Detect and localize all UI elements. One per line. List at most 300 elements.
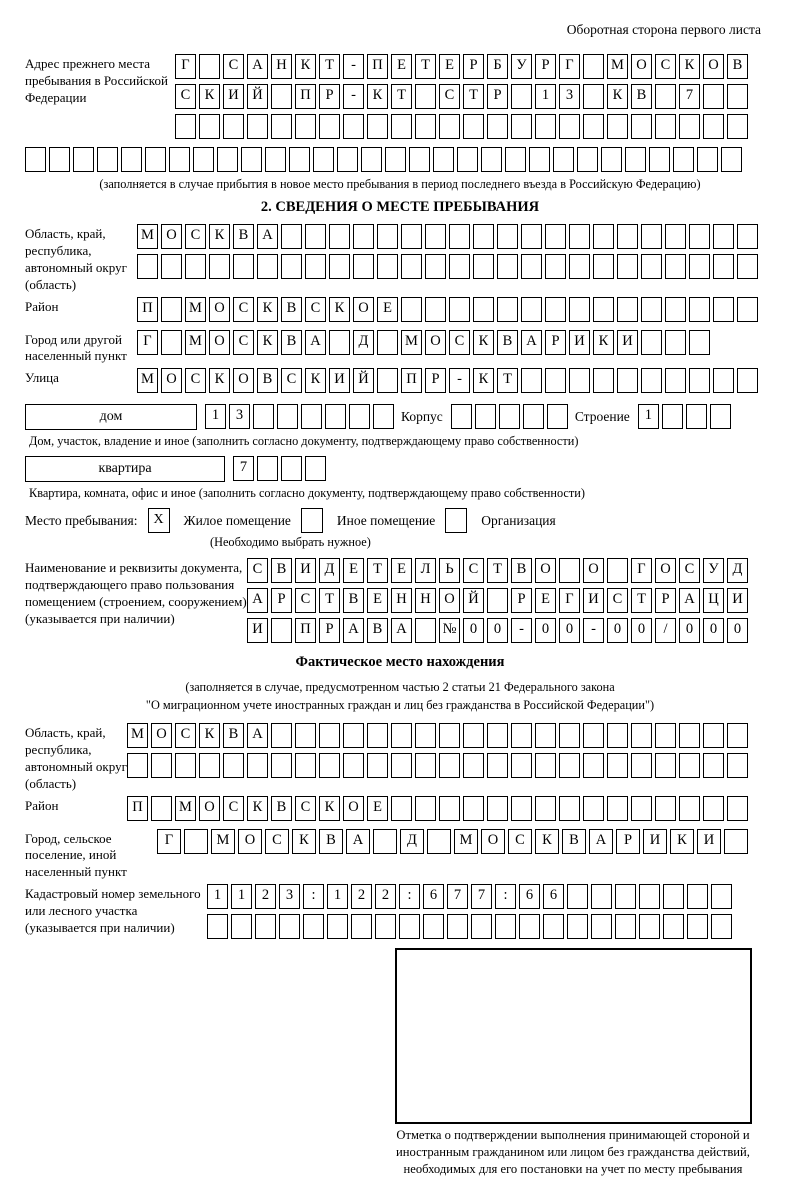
prev-address-row-1[interactable]: [175, 54, 751, 80]
char-cell[interactable]: [199, 753, 220, 778]
char-cell[interactable]: П: [401, 368, 422, 393]
char-cell[interactable]: И: [295, 558, 316, 583]
char-cell[interactable]: В: [281, 297, 302, 322]
char-cell[interactable]: [511, 796, 532, 821]
char-cell[interactable]: Г: [157, 829, 181, 854]
char-cell[interactable]: [487, 114, 508, 139]
char-cell[interactable]: 7: [233, 456, 254, 481]
char-cell[interactable]: [473, 297, 494, 322]
checkbox-organization[interactable]: [445, 508, 467, 533]
char-cell[interactable]: Е: [439, 54, 460, 79]
char-cell[interactable]: А: [391, 618, 412, 643]
char-cell[interactable]: [487, 588, 508, 613]
char-cell[interactable]: [305, 254, 326, 279]
char-cell[interactable]: А: [343, 618, 364, 643]
char-cell[interactable]: Д: [400, 829, 424, 854]
char-cell[interactable]: К: [535, 829, 559, 854]
ownership-document-row-1[interactable]: [247, 558, 751, 584]
char-cell[interactable]: Н: [415, 588, 436, 613]
char-cell[interactable]: [591, 884, 612, 909]
prev-address-row-4[interactable]: [25, 147, 775, 173]
char-cell[interactable]: [499, 404, 520, 429]
char-cell[interactable]: 7: [447, 884, 468, 909]
char-cell[interactable]: 0: [607, 618, 628, 643]
char-cell[interactable]: [289, 147, 310, 172]
char-cell[interactable]: А: [247, 588, 268, 613]
char-cell[interactable]: [425, 224, 446, 249]
char-cell[interactable]: [449, 297, 470, 322]
char-cell[interactable]: [367, 723, 388, 748]
char-cell[interactable]: [415, 618, 436, 643]
char-cell[interactable]: [401, 254, 422, 279]
char-cell[interactable]: [665, 368, 686, 393]
char-cell[interactable]: [665, 254, 686, 279]
char-cell[interactable]: [631, 753, 652, 778]
char-cell[interactable]: [727, 114, 748, 139]
char-cell[interactable]: Р: [655, 588, 676, 613]
char-cell[interactable]: [473, 254, 494, 279]
char-cell[interactable]: [301, 404, 322, 429]
char-cell[interactable]: Р: [616, 829, 640, 854]
char-cell[interactable]: М: [401, 330, 422, 355]
char-cell[interactable]: [727, 723, 748, 748]
char-cell[interactable]: [439, 796, 460, 821]
char-cell[interactable]: [487, 723, 508, 748]
char-cell[interactable]: С: [185, 224, 206, 249]
char-cell[interactable]: [703, 114, 724, 139]
char-cell[interactable]: С: [305, 297, 326, 322]
char-cell[interactable]: [481, 147, 502, 172]
char-cell[interactable]: [415, 753, 436, 778]
char-cell[interactable]: [607, 723, 628, 748]
char-cell[interactable]: [175, 753, 196, 778]
char-cell[interactable]: К: [209, 368, 230, 393]
char-cell[interactable]: А: [247, 723, 268, 748]
char-cell[interactable]: [207, 914, 228, 939]
char-cell[interactable]: [721, 147, 742, 172]
char-cell[interactable]: 1: [327, 884, 348, 909]
char-cell[interactable]: С: [265, 829, 289, 854]
char-cell[interactable]: :: [495, 884, 516, 909]
char-cell[interactable]: [473, 224, 494, 249]
char-cell[interactable]: [137, 254, 158, 279]
char-cell[interactable]: И: [643, 829, 667, 854]
char-cell[interactable]: [631, 796, 652, 821]
char-cell[interactable]: [559, 723, 580, 748]
char-cell[interactable]: [511, 114, 532, 139]
char-cell[interactable]: О: [481, 829, 505, 854]
checkbox-residential[interactable]: X: [148, 508, 170, 533]
char-cell[interactable]: О: [209, 330, 230, 355]
char-cell[interactable]: Р: [319, 84, 340, 109]
char-cell[interactable]: 2: [351, 884, 372, 909]
char-cell[interactable]: [343, 114, 364, 139]
char-cell[interactable]: [377, 224, 398, 249]
char-cell[interactable]: Р: [545, 330, 566, 355]
char-cell[interactable]: [655, 84, 676, 109]
char-cell[interactable]: С: [175, 84, 196, 109]
char-cell[interactable]: [73, 147, 94, 172]
char-cell[interactable]: -: [449, 368, 470, 393]
char-cell[interactable]: С: [175, 723, 196, 748]
char-cell[interactable]: [253, 404, 274, 429]
char-cell[interactable]: [625, 147, 646, 172]
char-cell[interactable]: [463, 753, 484, 778]
char-cell[interactable]: [121, 147, 142, 172]
char-cell[interactable]: Р: [487, 84, 508, 109]
char-cell[interactable]: 0: [463, 618, 484, 643]
char-cell[interactable]: [449, 254, 470, 279]
char-cell[interactable]: В: [562, 829, 586, 854]
char-cell[interactable]: [401, 224, 422, 249]
char-cell[interactable]: Т: [319, 588, 340, 613]
ownership-document-row-3[interactable]: [247, 618, 751, 644]
char-cell[interactable]: [689, 297, 710, 322]
char-cell[interactable]: С: [223, 796, 244, 821]
char-cell[interactable]: [271, 723, 292, 748]
char-cell[interactable]: С: [655, 54, 676, 79]
char-cell[interactable]: 0: [631, 618, 652, 643]
char-cell[interactable]: [545, 368, 566, 393]
char-cell[interactable]: [497, 254, 518, 279]
char-cell[interactable]: 2: [255, 884, 276, 909]
char-cell[interactable]: Г: [175, 54, 196, 79]
char-cell[interactable]: [25, 147, 46, 172]
char-cell[interactable]: [521, 254, 542, 279]
char-cell[interactable]: [689, 330, 710, 355]
char-cell[interactable]: О: [703, 54, 724, 79]
char-cell[interactable]: Е: [367, 796, 388, 821]
char-cell[interactable]: Г: [631, 558, 652, 583]
char-cell[interactable]: [391, 753, 412, 778]
char-cell[interactable]: [319, 114, 340, 139]
char-cell[interactable]: [617, 224, 638, 249]
house-type-box[interactable]: дом: [25, 404, 197, 430]
char-cell[interactable]: В: [319, 829, 343, 854]
house-number-cells[interactable]: [205, 404, 397, 424]
char-cell[interactable]: [199, 114, 220, 139]
char-cell[interactable]: [451, 404, 472, 429]
char-cell[interactable]: №: [439, 618, 460, 643]
char-cell[interactable]: М: [127, 723, 148, 748]
char-cell[interactable]: [663, 914, 684, 939]
char-cell[interactable]: С: [463, 558, 484, 583]
char-cell[interactable]: [615, 884, 636, 909]
char-cell[interactable]: К: [295, 54, 316, 79]
char-cell[interactable]: [399, 914, 420, 939]
char-cell[interactable]: [279, 914, 300, 939]
char-cell[interactable]: О: [655, 558, 676, 583]
char-cell[interactable]: Б: [487, 54, 508, 79]
char-cell[interactable]: 0: [703, 618, 724, 643]
char-cell[interactable]: [497, 297, 518, 322]
char-cell[interactable]: [545, 224, 566, 249]
char-cell[interactable]: [583, 54, 604, 79]
char-cell[interactable]: К: [319, 796, 340, 821]
char-cell[interactable]: А: [305, 330, 326, 355]
char-cell[interactable]: [391, 796, 412, 821]
char-cell[interactable]: И: [697, 829, 721, 854]
char-cell[interactable]: Д: [727, 558, 748, 583]
char-cell[interactable]: В: [727, 54, 748, 79]
char-cell[interactable]: [601, 147, 622, 172]
char-cell[interactable]: [367, 753, 388, 778]
factual-city-row[interactable]: [157, 829, 751, 855]
char-cell[interactable]: [49, 147, 70, 172]
char-cell[interactable]: В: [343, 588, 364, 613]
char-cell[interactable]: [169, 147, 190, 172]
char-cell[interactable]: М: [607, 54, 628, 79]
char-cell[interactable]: 7: [679, 84, 700, 109]
char-cell[interactable]: [401, 297, 422, 322]
char-cell[interactable]: Р: [463, 54, 484, 79]
char-cell[interactable]: [295, 723, 316, 748]
char-cell[interactable]: В: [223, 723, 244, 748]
char-cell[interactable]: [415, 723, 436, 748]
char-cell[interactable]: Т: [497, 368, 518, 393]
char-cell[interactable]: О: [161, 368, 182, 393]
char-cell[interactable]: К: [209, 224, 230, 249]
char-cell[interactable]: [569, 224, 590, 249]
char-cell[interactable]: С: [185, 368, 206, 393]
char-cell[interactable]: [641, 254, 662, 279]
char-cell[interactable]: [569, 297, 590, 322]
char-cell[interactable]: [375, 914, 396, 939]
char-cell[interactable]: [583, 723, 604, 748]
char-cell[interactable]: О: [199, 796, 220, 821]
char-cell[interactable]: О: [343, 796, 364, 821]
char-cell[interactable]: С: [295, 588, 316, 613]
char-cell[interactable]: [329, 254, 350, 279]
char-cell[interactable]: [319, 723, 340, 748]
char-cell[interactable]: И: [569, 330, 590, 355]
char-cell[interactable]: К: [593, 330, 614, 355]
char-cell[interactable]: :: [303, 884, 324, 909]
char-cell[interactable]: [559, 753, 580, 778]
char-cell[interactable]: [127, 753, 148, 778]
char-cell[interactable]: С: [295, 796, 316, 821]
char-cell[interactable]: [427, 829, 451, 854]
char-cell[interactable]: А: [589, 829, 613, 854]
char-cell[interactable]: [233, 254, 254, 279]
prev-address-row-3[interactable]: [175, 114, 751, 140]
char-cell[interactable]: [689, 224, 710, 249]
char-cell[interactable]: [247, 753, 268, 778]
char-cell[interactable]: [151, 796, 172, 821]
char-cell[interactable]: [724, 829, 748, 854]
char-cell[interactable]: [511, 753, 532, 778]
char-cell[interactable]: [591, 914, 612, 939]
char-cell[interactable]: [319, 753, 340, 778]
char-cell[interactable]: О: [209, 297, 230, 322]
char-cell[interactable]: [97, 147, 118, 172]
char-cell[interactable]: [343, 723, 364, 748]
char-cell[interactable]: К: [247, 796, 268, 821]
char-cell[interactable]: [377, 330, 398, 355]
char-cell[interactable]: П: [295, 84, 316, 109]
char-cell[interactable]: М: [185, 297, 206, 322]
char-cell[interactable]: И: [583, 588, 604, 613]
char-cell[interactable]: [727, 84, 748, 109]
char-cell[interactable]: [607, 114, 628, 139]
char-cell[interactable]: [521, 368, 542, 393]
char-cell[interactable]: [583, 114, 604, 139]
char-cell[interactable]: [631, 114, 652, 139]
char-cell[interactable]: [511, 723, 532, 748]
char-cell[interactable]: [713, 224, 734, 249]
char-cell[interactable]: [463, 723, 484, 748]
char-cell[interactable]: [593, 368, 614, 393]
char-cell[interactable]: К: [473, 368, 494, 393]
char-cell[interactable]: [327, 914, 348, 939]
char-cell[interactable]: [271, 84, 292, 109]
char-cell[interactable]: [415, 114, 436, 139]
stroenie-cells[interactable]: [638, 404, 734, 424]
char-cell[interactable]: [425, 254, 446, 279]
char-cell[interactable]: [535, 114, 556, 139]
char-cell[interactable]: Р: [271, 588, 292, 613]
char-cell[interactable]: Т: [367, 558, 388, 583]
char-cell[interactable]: /: [655, 618, 676, 643]
char-cell[interactable]: [231, 914, 252, 939]
char-cell[interactable]: У: [703, 558, 724, 583]
char-cell[interactable]: О: [353, 297, 374, 322]
char-cell[interactable]: [679, 753, 700, 778]
char-cell[interactable]: Т: [487, 558, 508, 583]
char-cell[interactable]: М: [454, 829, 478, 854]
factual-region-row-1[interactable]: [127, 723, 751, 749]
char-cell[interactable]: О: [583, 558, 604, 583]
char-cell[interactable]: [303, 914, 324, 939]
char-cell[interactable]: О: [631, 54, 652, 79]
char-cell[interactable]: [737, 254, 758, 279]
char-cell[interactable]: 0: [487, 618, 508, 643]
char-cell[interactable]: [567, 884, 588, 909]
factual-district-row[interactable]: [127, 796, 751, 822]
char-cell[interactable]: [463, 796, 484, 821]
char-cell[interactable]: М: [211, 829, 235, 854]
char-cell[interactable]: [184, 829, 208, 854]
char-cell[interactable]: [649, 147, 670, 172]
char-cell[interactable]: [223, 753, 244, 778]
char-cell[interactable]: В: [281, 330, 302, 355]
char-cell[interactable]: [727, 753, 748, 778]
char-cell[interactable]: [449, 224, 470, 249]
char-cell[interactable]: [703, 753, 724, 778]
char-cell[interactable]: 3: [279, 884, 300, 909]
char-cell[interactable]: -: [511, 618, 532, 643]
char-cell[interactable]: [703, 723, 724, 748]
char-cell[interactable]: [367, 114, 388, 139]
char-cell[interactable]: [559, 558, 580, 583]
char-cell[interactable]: [257, 254, 278, 279]
char-cell[interactable]: [415, 84, 436, 109]
char-cell[interactable]: [617, 297, 638, 322]
char-cell[interactable]: 1: [535, 84, 556, 109]
char-cell[interactable]: [535, 796, 556, 821]
char-cell[interactable]: [217, 147, 238, 172]
char-cell[interactable]: И: [727, 588, 748, 613]
char-cell[interactable]: [439, 723, 460, 748]
char-cell[interactable]: [655, 114, 676, 139]
char-cell[interactable]: К: [679, 54, 700, 79]
char-cell[interactable]: В: [511, 558, 532, 583]
char-cell[interactable]: [385, 147, 406, 172]
char-cell[interactable]: Л: [415, 558, 436, 583]
char-cell[interactable]: Ь: [439, 558, 460, 583]
char-cell[interactable]: О: [151, 723, 172, 748]
char-cell[interactable]: С: [439, 84, 460, 109]
char-cell[interactable]: [665, 224, 686, 249]
char-cell[interactable]: С: [679, 558, 700, 583]
char-cell[interactable]: [305, 456, 326, 481]
char-cell[interactable]: Г: [559, 54, 580, 79]
char-cell[interactable]: [349, 404, 370, 429]
char-cell[interactable]: 0: [727, 618, 748, 643]
char-cell[interactable]: [343, 753, 364, 778]
char-cell[interactable]: [737, 368, 758, 393]
char-cell[interactable]: [497, 224, 518, 249]
char-cell[interactable]: Е: [535, 588, 556, 613]
char-cell[interactable]: Е: [377, 297, 398, 322]
prev-address-row-2[interactable]: [175, 84, 751, 110]
char-cell[interactable]: [689, 368, 710, 393]
char-cell[interactable]: У: [511, 54, 532, 79]
char-cell[interactable]: Н: [391, 588, 412, 613]
char-cell[interactable]: Й: [353, 368, 374, 393]
char-cell[interactable]: [687, 914, 708, 939]
char-cell[interactable]: 2: [375, 884, 396, 909]
char-cell[interactable]: [673, 147, 694, 172]
char-cell[interactable]: [711, 914, 732, 939]
char-cell[interactable]: 7: [471, 884, 492, 909]
char-cell[interactable]: [686, 404, 707, 429]
char-cell[interactable]: Й: [247, 84, 268, 109]
ownership-document-row-2[interactable]: [247, 588, 751, 614]
char-cell[interactable]: [547, 404, 568, 429]
char-cell[interactable]: Й: [463, 588, 484, 613]
char-cell[interactable]: С: [508, 829, 532, 854]
char-cell[interactable]: [710, 404, 731, 429]
char-cell[interactable]: Г: [137, 330, 158, 355]
char-cell[interactable]: К: [199, 723, 220, 748]
char-cell[interactable]: К: [292, 829, 316, 854]
char-cell[interactable]: -: [343, 54, 364, 79]
char-cell[interactable]: К: [607, 84, 628, 109]
char-cell[interactable]: Е: [367, 588, 388, 613]
char-cell[interactable]: [313, 147, 334, 172]
char-cell[interactable]: [529, 147, 550, 172]
char-cell[interactable]: С: [233, 330, 254, 355]
char-cell[interactable]: 1: [205, 404, 226, 429]
char-cell[interactable]: [151, 753, 172, 778]
char-cell[interactable]: [295, 114, 316, 139]
char-cell[interactable]: [703, 796, 724, 821]
char-cell[interactable]: 1: [207, 884, 228, 909]
char-cell[interactable]: М: [137, 224, 158, 249]
char-cell[interactable]: [639, 914, 660, 939]
factual-region-row-2[interactable]: [127, 753, 751, 779]
char-cell[interactable]: О: [161, 224, 182, 249]
char-cell[interactable]: О: [233, 368, 254, 393]
char-cell[interactable]: [423, 914, 444, 939]
char-cell[interactable]: Т: [391, 84, 412, 109]
char-cell[interactable]: [713, 254, 734, 279]
char-cell[interactable]: О: [535, 558, 556, 583]
char-cell[interactable]: [433, 147, 454, 172]
checkbox-other-premises[interactable]: [301, 508, 323, 533]
char-cell[interactable]: [553, 147, 574, 172]
